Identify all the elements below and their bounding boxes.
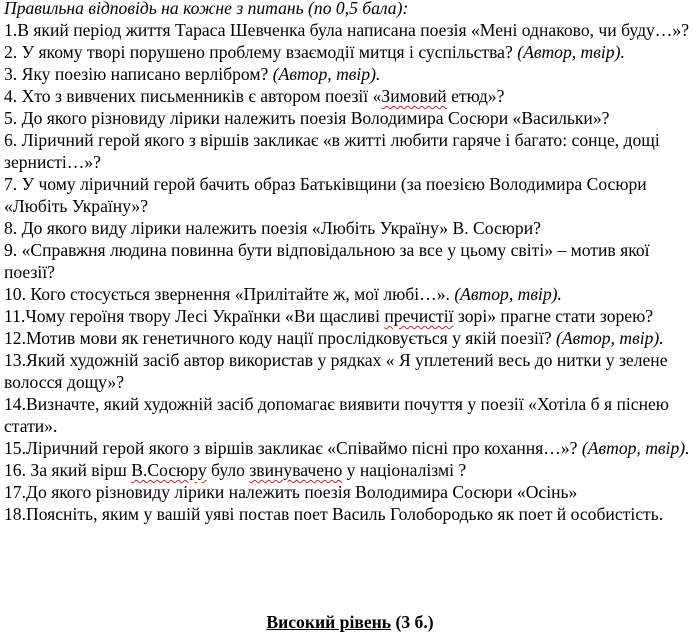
question-16 bbox=[4, 459, 698, 481]
question-17: 17.До якого різновиду лірики належить поезія Володимира Сосюри «Осінь» bbox=[4, 482, 578, 502]
question-11 bbox=[4, 305, 698, 327]
spellcheck-flagged-word: звинувачено bbox=[249, 460, 343, 480]
section-heading-points: (3 б.) bbox=[391, 612, 434, 632]
section-heading-high-level bbox=[0, 612, 700, 633]
question-12 bbox=[4, 327, 698, 349]
question-4-text-start: 4. Хто з вивчених письменників є автором поезії « bbox=[4, 86, 382, 106]
question-15-note: (Автор, твір). bbox=[581, 438, 690, 458]
spellcheck-flagged-word: В.Сосюру bbox=[131, 460, 207, 480]
question-15-text: 15.Ліричний герой якого з віршів закликає «Співаймо пісні про кохання…»? bbox=[4, 438, 578, 458]
question-6: 6. Ліричний герой якого з віршів закликає «в житті любити гаряче і багато: сонце, дощі зернисті…»? bbox=[4, 130, 660, 172]
question-15 bbox=[4, 437, 698, 459]
question-18: 18.Поясніть, яким у вашій уяві постав поет Василь Голобородько як поет й особистість. bbox=[4, 504, 664, 524]
question-16-text-end: у націоналізмі ? bbox=[342, 460, 467, 480]
question-10 bbox=[4, 283, 698, 305]
question-7: 7. У чому ліричний герой бачить образ Батьківщини (за поезією Володимира Сосюри «Любіть Україну»? bbox=[4, 174, 647, 216]
question-11-text-start: 11.Чому героїня твору Лесі Українки «Ви щасливі bbox=[4, 306, 385, 326]
question-3-note: (Автор, твір). bbox=[272, 64, 381, 84]
question-4 bbox=[4, 85, 698, 107]
instructions-heading: Правильна відповідь на кожне з питань (по 0,5 бала): bbox=[4, 0, 409, 18]
question-5: 5. До якого різновиду лірики належить поезія Володимира Сосюри «Васильки»? bbox=[4, 108, 610, 128]
question-12-note: (Автор, твір). bbox=[556, 328, 664, 348]
question-1: 1.В який період життя Тараса Шевченка була написана поезія «Мені однаково, чи буду…»? bbox=[4, 20, 690, 40]
question-11-text-end: зорі» прагне стати зорею? bbox=[453, 306, 654, 326]
question-2-text: 2. У якому творі порушено проблему взаємодії митця і суспільства? bbox=[4, 42, 513, 62]
question-12-text: 12.Мотив мови як генетичного коду нації прослідковується у якій поезії? bbox=[4, 328, 552, 348]
question-16-text-mid: було bbox=[206, 460, 250, 480]
question-3-text: 3. Яку поезію написано верлібром? bbox=[4, 64, 269, 84]
spellcheck-flagged-word: пречистії bbox=[384, 306, 454, 326]
question-8: 8. До якого виду лірики належить поезія «Любіть Україну» В. Сосюри? bbox=[4, 218, 541, 238]
document-body bbox=[4, 0, 698, 525]
question-4-text-end: етюд»? bbox=[446, 86, 505, 106]
question-9: 9. «Справжня людина повинна бути відповідальною за все у цьому світі» – мотив якої поезії? bbox=[4, 240, 650, 282]
question-3 bbox=[4, 63, 698, 85]
section-heading-label: Високий рівень bbox=[266, 612, 392, 632]
question-10-note: (Автор, твір). bbox=[454, 284, 562, 304]
question-16-text-start: 16. За який вірш bbox=[4, 460, 132, 480]
spellcheck-flagged-word: Зимовий bbox=[381, 86, 447, 106]
question-10-text: 10. Кого стосується звернення «Прилітайте ж, мої любі…». bbox=[4, 284, 450, 304]
question-14: 14.Визначте, який художній засіб допомагає виявити почуття у поезії «Хотіла б я піснею стати». bbox=[4, 394, 669, 436]
question-13: 13.Який художній засіб автор використав у рядках « Я уплетений весь до нитки у зелене волосся дощу»? bbox=[4, 350, 668, 392]
question-2-note: (Автор, твір). bbox=[517, 42, 625, 62]
question-2 bbox=[4, 41, 698, 63]
